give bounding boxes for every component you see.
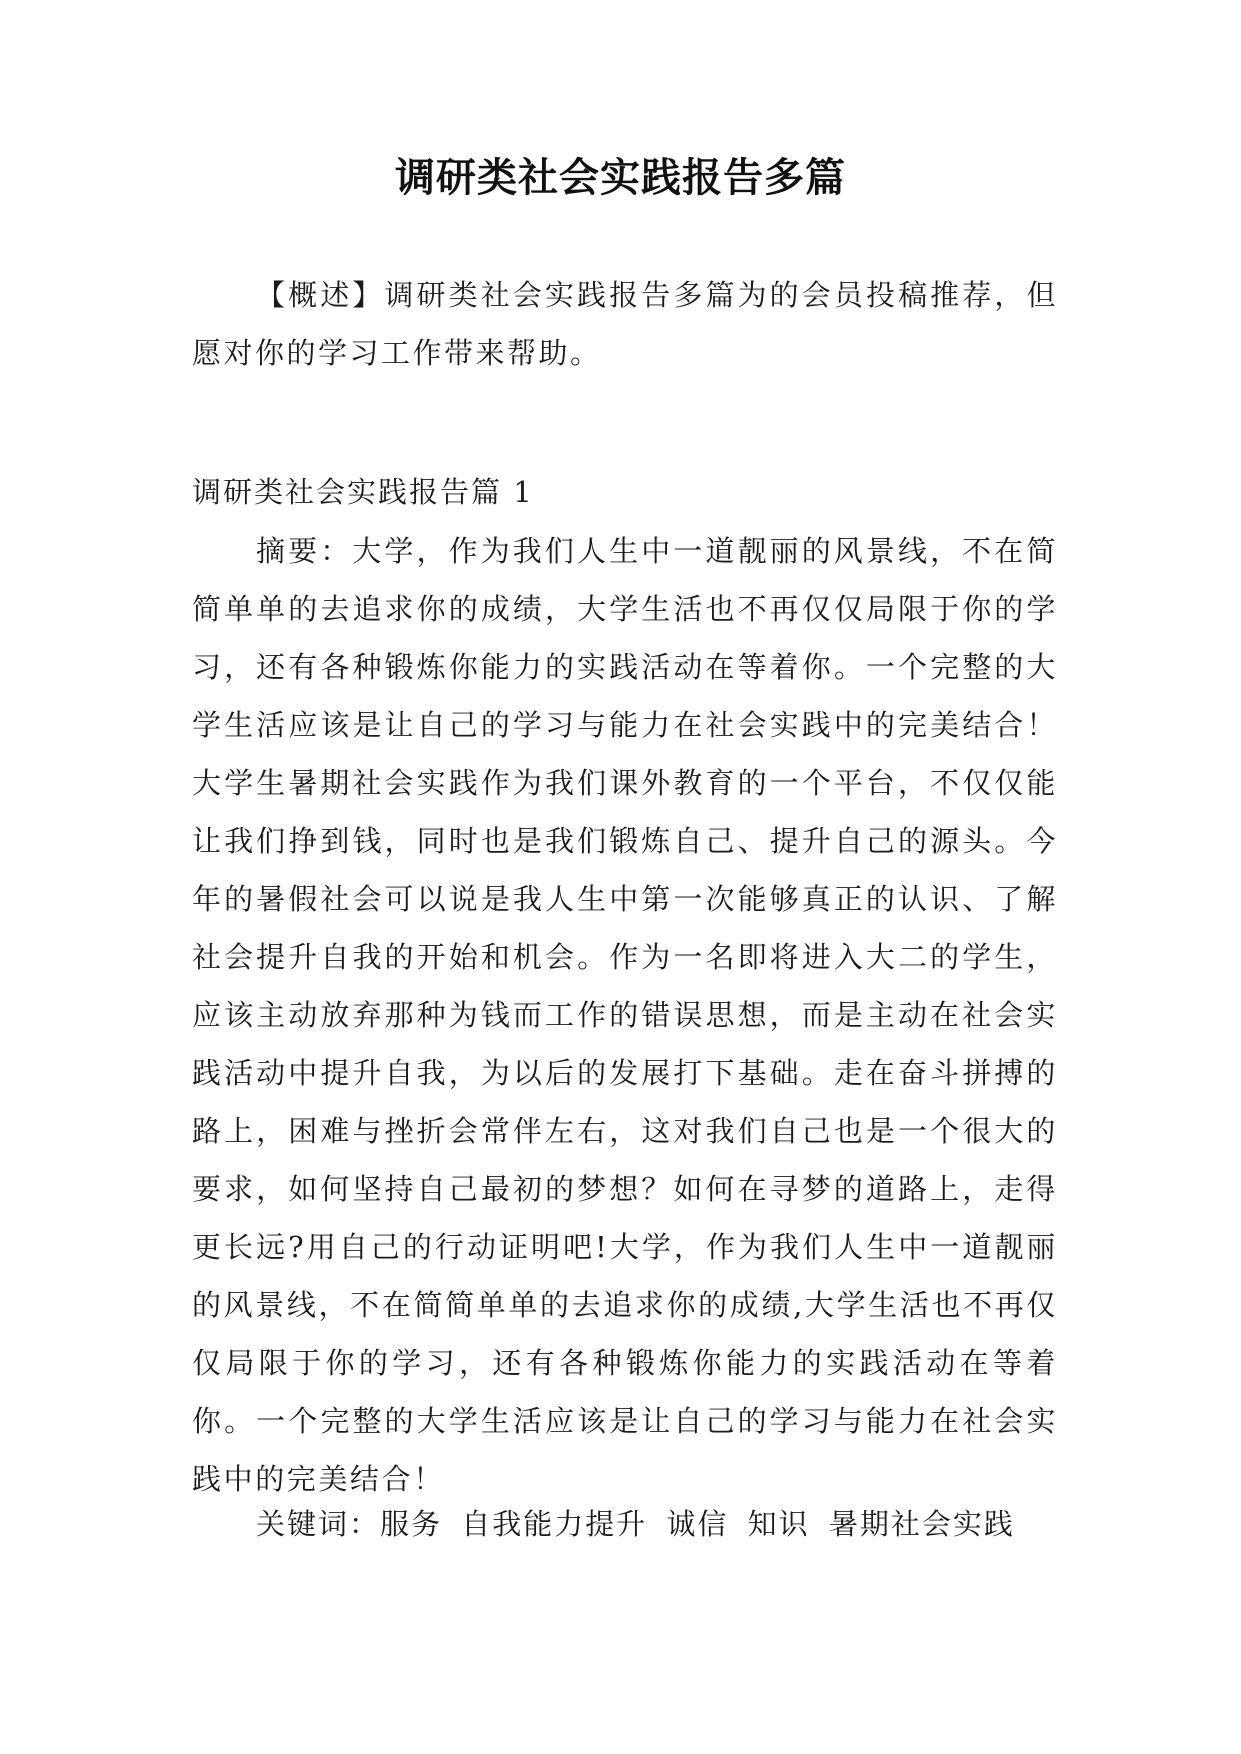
- abstract-paragraph: 摘要：大学，作为我们人生中一道靓丽的风景线，不在简简单单的去追求你的成绩，大学生活也不再仅仅局限于你的学习，还有各种锻炼你能力的实践活动在等着你。一个完整的大学生活应该是让自己的学习与能力在社会实践中的完美结合！大学生暑期社会实践作为我们课外教育的一个平台，不仅仅能让我们挣到钱，同时也是我们锻炼自己、提升自己的源头。今年的暑假社会可以说是我人生中第一次能够真正的认识、了解社会提升自我的开始和机会。作为一名即将进入大二的学生，应该主动放弃那种为钱而工作的错误思想，而是主动在社会实践活动中提升自我，为以后的发展打下基础。走在奋斗拼搏的路上，困难与挫折会常伴左右，这对我们自己也是一个很大的要求，如何坚持自己最初的梦想？如何在寻梦的道路上，走得更长远?用自己的行动证明吧!大学，作为我们人生中一道靓丽的风景线，不在简简单单的去追求你的成绩,大学生活也不再仅仅局限于你的学习，还有各种锻炼你能力的实践活动在等着你。一个完整的大学生活应该是让自己的学习与能力在社会实践中的完美结合！: [192, 534, 1058, 1496]
- section-heading: 调研类社会实践报告篇 1: [192, 475, 534, 509]
- document-title: 调研类社会实践报告多篇: [395, 155, 846, 201]
- keywords-paragraph: 关键词：服务 自我能力提升 诚信 知识 暑期社会实践: [256, 1507, 1015, 1541]
- overview-paragraph: 【概述】调研类社会实践报告多篇为的会员投稿推荐，但愿对你的学习工作带来帮助。: [192, 278, 1058, 370]
